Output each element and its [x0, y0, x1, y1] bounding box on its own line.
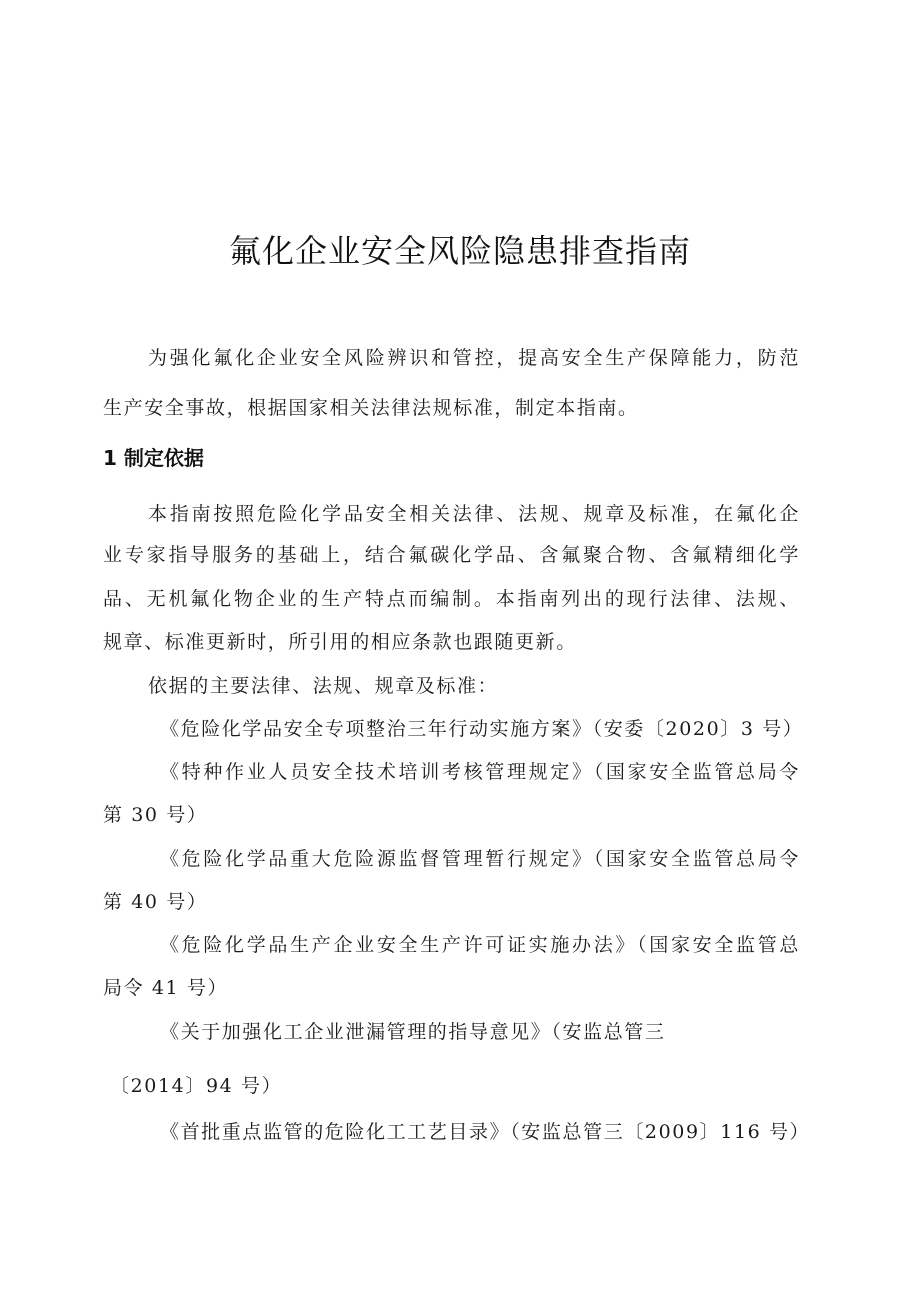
intro-line-1: 为强化氟化企业安全风险辨识和管控，提高安全生产保障能力，防范: [148, 347, 800, 369]
reference-item: 《危险化学品重大危险源监督管理暂行规定》（国家安全监管总局令: [160, 848, 800, 870]
reference-item-cont: 〔2014〕94 号）: [110, 1075, 283, 1097]
page-title: 氟化企业安全风险隐患排查指南: [228, 232, 691, 270]
reference-item-cont: 第 40 号）: [103, 891, 208, 913]
reference-item: 《特种作业人员安全技术培训考核管理规定》（国家安全监管总局令: [160, 761, 800, 783]
reference-item-cont: 局令 41 号）: [103, 977, 229, 999]
section-para-line-4: 规章、标准更新时，所引用的相应条款也跟随更新。: [103, 631, 577, 653]
intro-line-2: 生产安全事故，根据国家相关法律法规标准，制定本指南。: [103, 397, 639, 419]
reference-item: 《危险化学品生产企业安全生产许可证实施办法》（国家安全监管总: [160, 934, 800, 956]
reference-item-cont: 第 30 号）: [103, 804, 208, 826]
reference-item: 《关于加强化工企业泄漏管理的指导意见》（安监总管三: [160, 1021, 666, 1043]
reference-item: 《危险化学品安全专项整治三年行动实施方案》（安委〔2020〕3 号）: [160, 718, 804, 740]
section-heading: 1 制定依据: [103, 446, 204, 470]
section-para-line-3: 品、无机氟化物企业的生产特点而编制。本指南列出的现行法律、法规、: [103, 588, 800, 610]
section-para-line-1: 本指南按照危险化学品安全相关法律、法规、规章及标准，在氟化企: [148, 503, 800, 525]
basis-intro: 依据的主要法律、法规、规章及标准：: [148, 675, 499, 697]
section-para-line-2: 业专家指导服务的基础上，结合氟碳化学品、含氟聚合物、含氟精细化学: [103, 544, 800, 566]
reference-item: 《首批重点监管的危险化工工艺目录》（安监总管三〔2009〕116 号）: [160, 1121, 811, 1143]
